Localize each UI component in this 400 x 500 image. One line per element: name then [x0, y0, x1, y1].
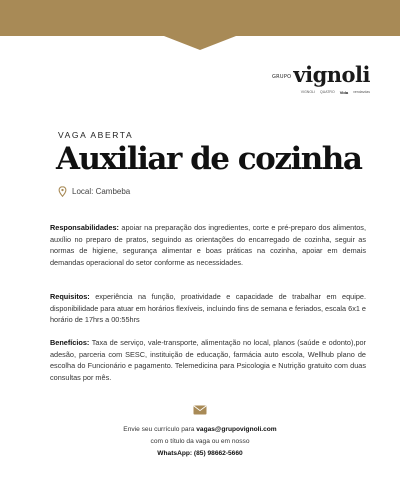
benefits-text: Taxa de serviço, vale-transporte, alimentação no local, planos (saúde e odonto),por adesão, parceria com SESC, instituição de educação, farmácia auto escola, Wellhub plano de escolha do Funcionário e pagamento. Telemedicina para Psicologia e Nutrição gratuito com duas consultas por mês. — [50, 338, 366, 382]
contact-whatsapp[interactable]: WhatsApp: (85) 98662-5660 — [157, 450, 243, 457]
contact-line-2: com o título da vaga ou em nosso — [150, 438, 250, 445]
responsibilities-label: Responsabilidades: — [50, 223, 119, 232]
brand-name: vignoli — [293, 62, 370, 87]
location-text: Local: Cambeba — [72, 187, 131, 196]
benefits-section — [50, 337, 366, 383]
job-location — [58, 186, 130, 197]
requirements-label: Requisitos: — [50, 292, 90, 301]
benefits-label: Benefícios: — [50, 338, 90, 347]
sub-brand-2: QUATRO — [319, 90, 335, 94]
contact-line-1 — [50, 424, 350, 436]
sub-brand-1: VIGNOLI — [300, 90, 315, 94]
contact-block — [50, 424, 350, 460]
job-eyebrow: VAGA ABERTA — [58, 130, 134, 140]
contact-prefix: Envie seu currículo para — [123, 426, 197, 433]
brand-prefix: GRUPO — [271, 74, 292, 80]
requirements-section — [50, 291, 366, 326]
brand-logo — [250, 64, 370, 95]
sub-brand-4: vendavdas — [353, 90, 370, 94]
job-title: Auxiliar de cozinha — [56, 141, 362, 177]
sub-brands — [250, 90, 370, 95]
envelope-icon — [193, 405, 207, 415]
location-pin-icon — [58, 186, 67, 197]
responsibilities-section — [50, 222, 366, 268]
contact-email-link[interactable]: vagas@grupovignoli.com — [196, 426, 277, 433]
banner-notch — [164, 36, 236, 50]
responsibilities-text: apoiar na preparação dos ingredientes, corte e pré-preparo dos alimentos, auxílio no preparo de pratos, seguindo as orientações do encarregado de cozinha, seguir as normas de higiene, segurança alimentar e boas práticas na cozinha, apoiar em demais demandas operacional do setor conforme as necessidades. — [50, 223, 366, 267]
top-banner — [0, 0, 400, 36]
requirements-text: experiência na função, proatividade e capacidade de trabalhar em equipe. disponibilidade para atuar em horários flexíveis, incluindo fins de semana e feriados, escala 6x1 e horário de 17hrs a 00:55hrs — [50, 292, 366, 324]
sub-brand-3: Vida — [339, 90, 349, 95]
